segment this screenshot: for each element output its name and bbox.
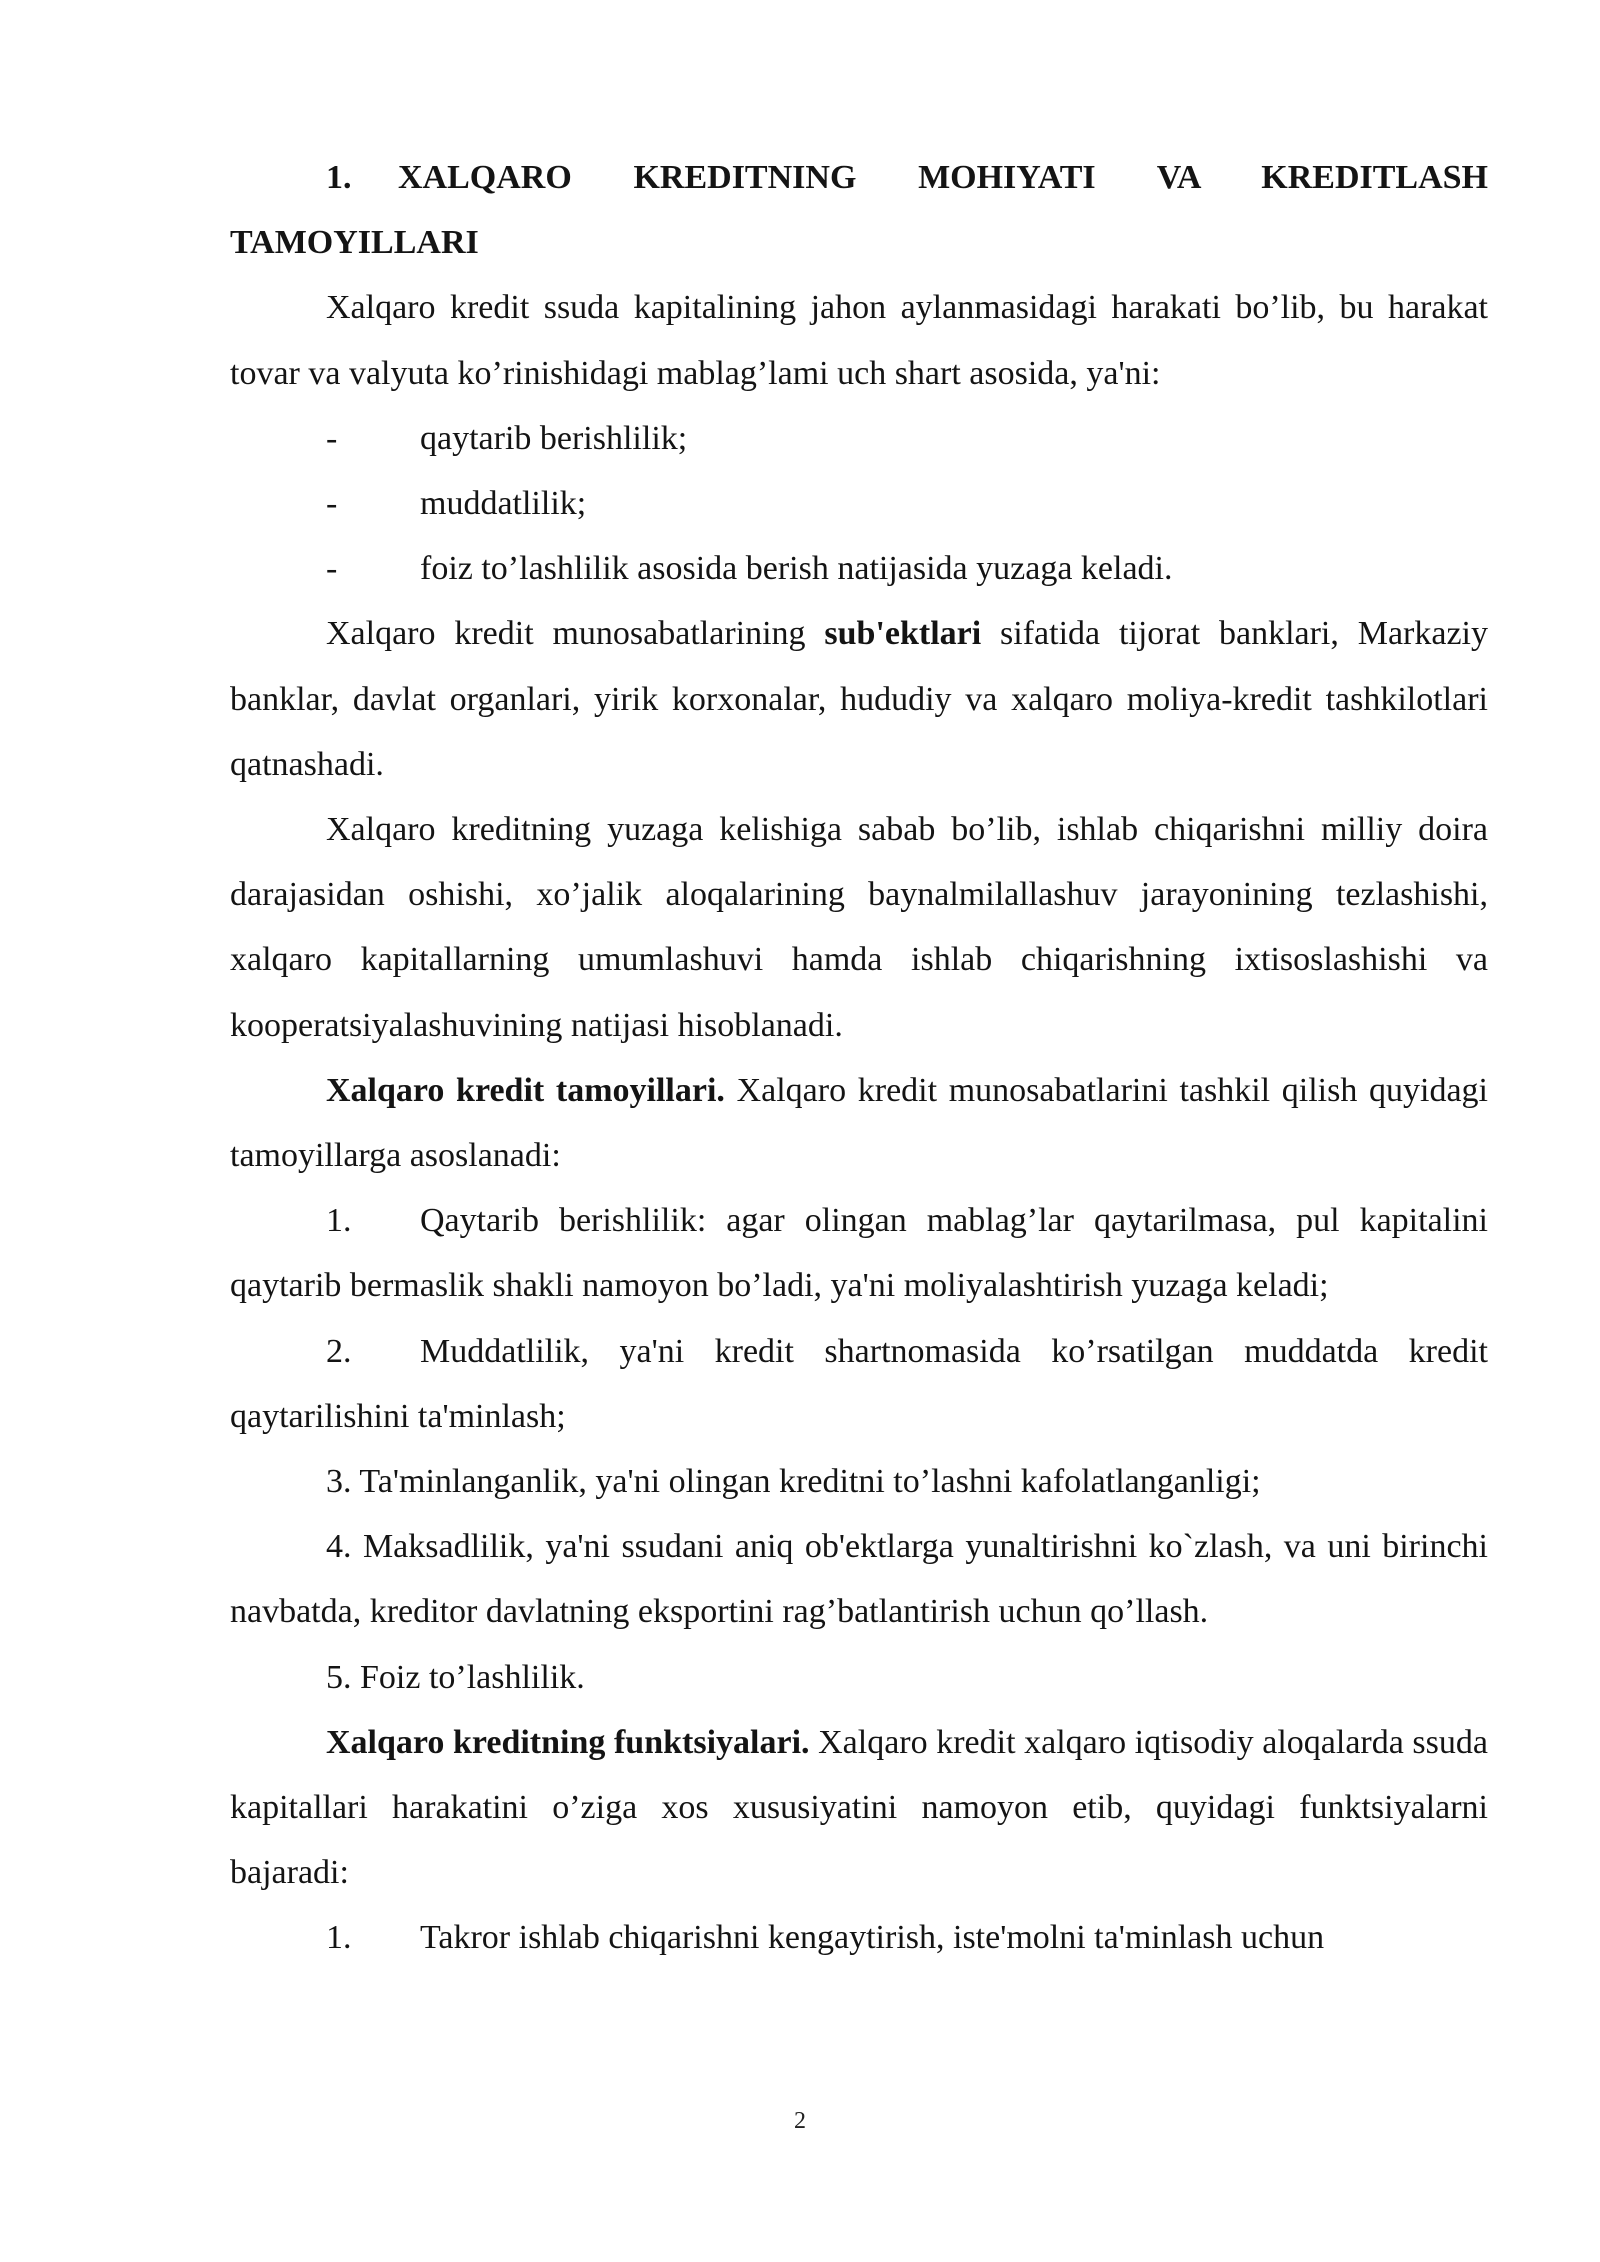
list-item-text: Muddatlilik, ya'ni kredit shartnomasida ko’rsatilgan muddatda kredit qaytarilishini ta'minlash; bbox=[230, 1332, 1488, 1435]
functions-paragraph bbox=[230, 1710, 1488, 1906]
list-item bbox=[230, 1188, 1488, 1318]
list-item bbox=[230, 471, 1488, 536]
list-marker: 1. bbox=[326, 1202, 352, 1240]
subjects-text-before: Xalqaro kredit munosabatlarining bbox=[326, 615, 825, 653]
list-item: 5. Foiz to’lashlilik. bbox=[326, 1658, 585, 1696]
principles-intro: Xalqaro kredit munosabatlarini tashkil qilish quyidagi tamoyillarga asoslanadi: bbox=[230, 1071, 1488, 1175]
list-marker: - bbox=[326, 419, 338, 457]
principles-list bbox=[230, 1188, 1488, 1710]
conditions-list bbox=[230, 406, 1488, 602]
section-title: XALQARO KREDITNING MOHIYATI VA KREDITLASH TAMOYILLARI bbox=[230, 159, 1488, 262]
list-item-text: Takror ishlab chiqarishni kengaytirish, iste'molni ta'minlash uchun bbox=[420, 1919, 1325, 1957]
subjects-text-after: sifatida tijorat banklari, Markaziy banklar, davlat organlari, yirik korxonalar, hududiy va xalqaro moliya-kredit tashkilotlari qatnashadi. bbox=[230, 615, 1488, 783]
functions-heading: Xalqaro kreditning funktsiyalari. bbox=[326, 1723, 810, 1761]
section-number: 1. bbox=[326, 159, 352, 196]
list-item bbox=[230, 1905, 1488, 1970]
list-marker: 2. bbox=[326, 1332, 352, 1370]
principles-paragraph bbox=[230, 1058, 1488, 1188]
list-marker: 1. bbox=[326, 1919, 352, 1957]
subjects-keyword: sub'ektlari bbox=[824, 615, 982, 653]
list-marker: - bbox=[326, 485, 338, 523]
list-item-text: muddatlilik; bbox=[420, 485, 587, 523]
section-heading bbox=[230, 145, 1488, 275]
causes-paragraph: Xalqaro kreditning yuzaga kelishiga sabab bo’lib, ishlab chiqarishni milliy doira darajasidan oshishi, xo’jalik aloqalarining baynalmilallashuv jarayonining tezlashishi, xalqaro kapitallarning umumlashuvi hamda ishlab chiqarishning ixtisoslashishi va kooperatsiyalashuvining natijasi hisoblanadi. bbox=[230, 811, 1488, 1044]
page-number: 2 bbox=[794, 2108, 806, 2134]
intro-paragraph: Xalqaro kredit ssuda kapitalining jahon aylanmasidagi harakati bo’lib, bu harakat tovar va valyuta ko’rinishidagi mablag’lami uch shart asosida, ya'ni: bbox=[230, 289, 1488, 392]
document-page bbox=[230, 145, 1488, 1971]
principles-heading: Xalqaro kredit tamoyillari. bbox=[326, 1071, 725, 1109]
list-item bbox=[230, 1319, 1488, 1449]
list-item bbox=[230, 536, 1488, 601]
list-item-text: foiz to’lashlilik asosida berish natijasida yuzaga keladi. bbox=[420, 550, 1173, 588]
list-item: 4. Maksadlilik, ya'ni ssudani aniq ob'ektlarga yunaltirishni ko`zlash, va uni birinchi navbatda, kreditor davlatning eksportini rag’batlantirish uchun qo’llash. bbox=[230, 1528, 1488, 1631]
list-item bbox=[230, 406, 1488, 471]
list-item-text: qaytarib berishlilik; bbox=[420, 419, 688, 457]
list-item: 3. Ta'minlanganlik, ya'ni olingan kreditni to’lashni kafolatlanganligi; bbox=[326, 1463, 1261, 1501]
functions-intro: Xalqaro kredit xalqaro iqtisodiy aloqalarda ssuda kapitallari harakatini o’ziga xos xususiyatini namoyon etib, quyidagi funktsiyalarni bajaradi: bbox=[230, 1723, 1488, 1892]
subjects-paragraph bbox=[230, 601, 1488, 797]
list-marker: - bbox=[326, 550, 338, 588]
list-item-text: Qaytarib berishlilik: agar olingan mablag’lar qaytarilmasa, pul kapitalini qaytarib bermaslik shakli namoyon bo’ladi, ya'ni moliyalashtirish yuzaga keladi; bbox=[230, 1202, 1488, 1305]
